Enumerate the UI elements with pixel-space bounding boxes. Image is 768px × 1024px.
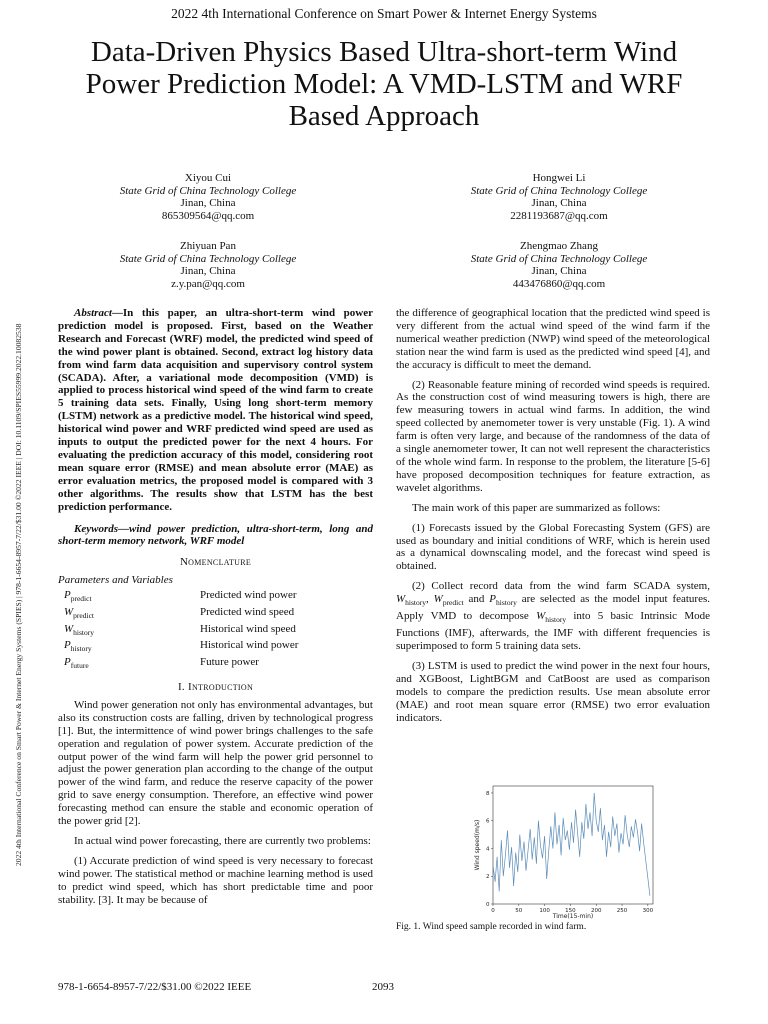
author-block <box>78 240 338 290</box>
author-block <box>429 172 689 222</box>
author-city: Jinan, China <box>180 197 236 210</box>
keywords <box>58 523 373 549</box>
author-email: 2281193687@qq.com <box>510 209 608 222</box>
nomenclature-symbol: W <box>64 605 74 618</box>
wind-speed-chart <box>471 778 661 922</box>
author-email: 443476860@qq.com <box>512 277 606 290</box>
x-tick-label: 300 <box>642 908 654 914</box>
y-tick-label: 8 <box>486 790 490 797</box>
nomenclature-table <box>64 589 298 673</box>
nomenclature-desc: Historical wind power <box>200 639 299 652</box>
chart-layer <box>474 786 654 920</box>
author-affiliation: State Grid of China Technology College <box>470 184 648 197</box>
paragraph: In actual wind power forecasting, there are currently two problems: <box>74 835 371 847</box>
author-name: Xiyou Cui <box>184 172 232 184</box>
y-tick-label: 2 <box>486 874 490 881</box>
title-line: Power Prediction Model: A VMD-LSTM and WRF <box>85 68 683 100</box>
author-email: z.y.pan@qq.com <box>171 277 245 290</box>
nomenclature-symbol: W <box>64 622 74 635</box>
series-line <box>493 793 650 896</box>
left-column <box>58 307 373 914</box>
nomenclature-row <box>64 606 298 623</box>
keywords-text: —wind power prediction, ultra-short-term, long and short-term memory network, WRF model <box>58 522 373 548</box>
figure-caption: Fig. 1. Wind speed sample recorded in wind farm. <box>396 922 587 932</box>
text-run: and <box>463 593 490 606</box>
nomenclature-subscript: history <box>70 644 92 654</box>
text-run: into 5 basic Intrinsic Mode Functions (IMF), afterwards, the IMF with different frequencies is superimposed to form 5 training data sets. <box>396 610 710 653</box>
title-line: Based Approach <box>288 100 480 132</box>
author-name: Zhengmao Zhang <box>520 240 598 252</box>
nomenclature-symbol: P <box>64 589 71 602</box>
keywords-lead: Keywords <box>74 522 118 535</box>
paragraph: (2) Reasonable feature mining of recorded wind speeds is required. As the construction cost of wind measuring towers is high, there are few measuring towers in actual wind farms. In addition, the wind speed collected by anemometer tower is very unstable (Fig. 1). A wind farm is often very large, and because of the randomness of the data of a single anemometer tower, It can not well represent the characteristics of the whole wind farm. In response to the problem, the literature [5-6] have proposed decomposition techniques for feature extraction, as wavelet algorithms. <box>396 378 710 494</box>
nomenclature-row <box>64 589 298 606</box>
y-tick-label: 6 <box>486 818 490 825</box>
nomenclature-symbol: P <box>64 639 71 652</box>
author-city: Jinan, China <box>180 265 236 278</box>
author-name: Zhiyuan Pan <box>180 240 236 252</box>
author-city: Jinan, China <box>531 197 587 210</box>
x-tick-label: 150 <box>565 908 576 914</box>
nomenclature-symbol: P <box>64 656 71 669</box>
abstract-lead: Abstract <box>74 307 112 319</box>
x-tick-label: 0 <box>491 908 495 914</box>
nomenclature-desc: Historical wind speed <box>200 622 296 635</box>
author-city: Jinan, China <box>531 265 587 278</box>
y-axis-label: Wind speed(m/s) <box>474 819 481 871</box>
y-tick-label: 4 <box>486 846 490 853</box>
page-number: 2093 <box>372 981 394 993</box>
x-axis-label: Time(15-min) <box>552 913 594 920</box>
nomenclature-row <box>64 656 298 673</box>
figure-1 <box>471 778 661 922</box>
author-block <box>78 172 338 222</box>
nomenclature-row <box>64 639 298 656</box>
author-email: 865309564@qq.com <box>161 209 255 222</box>
x-tick-label: 50 <box>515 908 523 914</box>
abstract-text: —In this paper, an ultra-short-term wind power prediction model is proposed. First, based on the Weather Research and Forecast (WRF) model, the predicted wind speed of the wind power plant is obtained. Second, extract log history data from wind farm data acquisition and supervisory control system (SCADA). After, a variational mode decomposition (VMD) is applied to process historical wind speed of the wind farm to create 5 training data sets. Finally, Using long short-term memory (LSTM) network as a predictive model. The historical wind speed, historical wind power and WRF predicted wind speed are used as inputs to output the predicted power for the next 4 hours. For evaluating the prediction accuracy of this model, considering root mean square error (RMSE) and mean absolute error (MAE) as error evaluation metrics, the proposed model is compared with 3 other algorithms. The results show that LSTM has the best prediction performance. <box>58 307 373 513</box>
paragraph: (2) Collect record data from the wind farm SCADA system, $W_{history}$, $W_{predict}$ and $P_{history}$ are selected as the model input features. Apply VMD to decompose $W_{history}$ into 5 basic Intrinsic Mode Functions (IMF), afterwards, the IMF with different frequencies is superimposed to form 5 training data sets. <box>396 580 711 653</box>
nomenclature-subscript: predict <box>70 594 92 604</box>
author-affiliation: State Grid of China Technology College <box>119 252 297 265</box>
x-tick-label: 250 <box>616 908 628 914</box>
paper-title <box>40 36 728 132</box>
paragraph: (1) Forecasts issued by the Global Forecasting System (GFS) are used as boundary and initial conditions of WRF, which is herein used as a dynamical downscaling model, and the forecast wind speed is obtained. <box>396 521 710 573</box>
paragraph: (3) LSTM is used to predict the wind power in the next four hours, and XGBoost, LightBGM and CatBoost are used as comparison models to compare the prediction results. Use mean absolute error (MAE) and root mean square error (RMSE) two error evaluation indicators. <box>396 660 710 724</box>
paragraph: Wind power generation not only has environmental advantages, but also its construction costs are falling, driven by technological progress [1]. But, the intermittence of wind power brings challenges to the safe operation and regulation of power system. Accurate prediction of the output power of the wind farm will help the power grid personnel to adjust the power generation plan according to the change of the output power of the wind farm, and reduce the reserve capacity of the power grid to save energy consumption. Therefore, an effective wind power forecasting method can ensure the stable and economic operation of the power grid [2]. <box>58 698 373 828</box>
title-line: Data-Driven Physics Based Ultra-short-term Wind <box>90 36 678 68</box>
text-run: (2) Collect record data from the wind farm SCADA system, <box>412 580 710 593</box>
paragraph: the difference of geographical location that the predicted wind speed is very different from the actual wind speed of the wind farm if the numerical weather prediction (NWP) wind speed of the meteorological station near the wind farm is used as the predicted wind speed [4], and the accuracy is difficult to meet the demand. <box>396 307 710 371</box>
x-tick-label: 100 <box>539 908 550 914</box>
author-block <box>429 240 689 290</box>
author-affiliation: State Grid of China Technology College <box>119 184 297 197</box>
nomenclature-desc: Future power <box>200 656 259 669</box>
author-name: Hongwei Li <box>532 172 586 184</box>
nomenclature-heading: Nomenclature <box>179 556 252 569</box>
text-run: are selected as the model input features. Apply VMD to decompose <box>396 593 711 623</box>
nomenclature-desc: Predicted wind power <box>200 589 297 602</box>
paragraph: The main work of this paper are summarized as follows: <box>412 501 661 514</box>
nomenclature-subscript: future <box>70 661 89 671</box>
y-tick-label: 0 <box>486 902 490 908</box>
intro-heading: I. Introduction <box>177 681 254 694</box>
nomenclature-subscript: predict <box>73 611 94 621</box>
abstract <box>58 307 373 514</box>
paragraph: (1) Accurate prediction of wind speed is very necessary to forecast wind power. The statistical method or machine learning method is used to predict wind speed, which has short predictable time and poor stability. [3]. It may be because of <box>58 854 373 906</box>
nomenclature-desc: Predicted wind speed <box>200 605 295 618</box>
right-column <box>396 307 710 732</box>
conference-header: 2022 4th International Conference on Smart Power & Internet Energy Systems <box>171 6 597 21</box>
footer-isbn: 978-1-6654-8957-7/22/$31.00 ©2022 IEEE <box>58 981 252 993</box>
doi-side-stamp: 2022 4th International Conference on Smart Power & Internet Energy Systems (SPIES) | 978-1-6654-8957-7/22/$31.00 ©2022 IEEE | DOI: 10.1109/SPIES55999.2022.10082538 <box>14 323 23 866</box>
parameters-heading: Parameters and Variables <box>58 574 173 587</box>
nomenclature-subscript: history <box>73 627 95 637</box>
author-affiliation: State Grid of China Technology College <box>470 252 648 265</box>
x-tick-label: 200 <box>590 908 602 914</box>
nomenclature-row <box>64 623 298 640</box>
